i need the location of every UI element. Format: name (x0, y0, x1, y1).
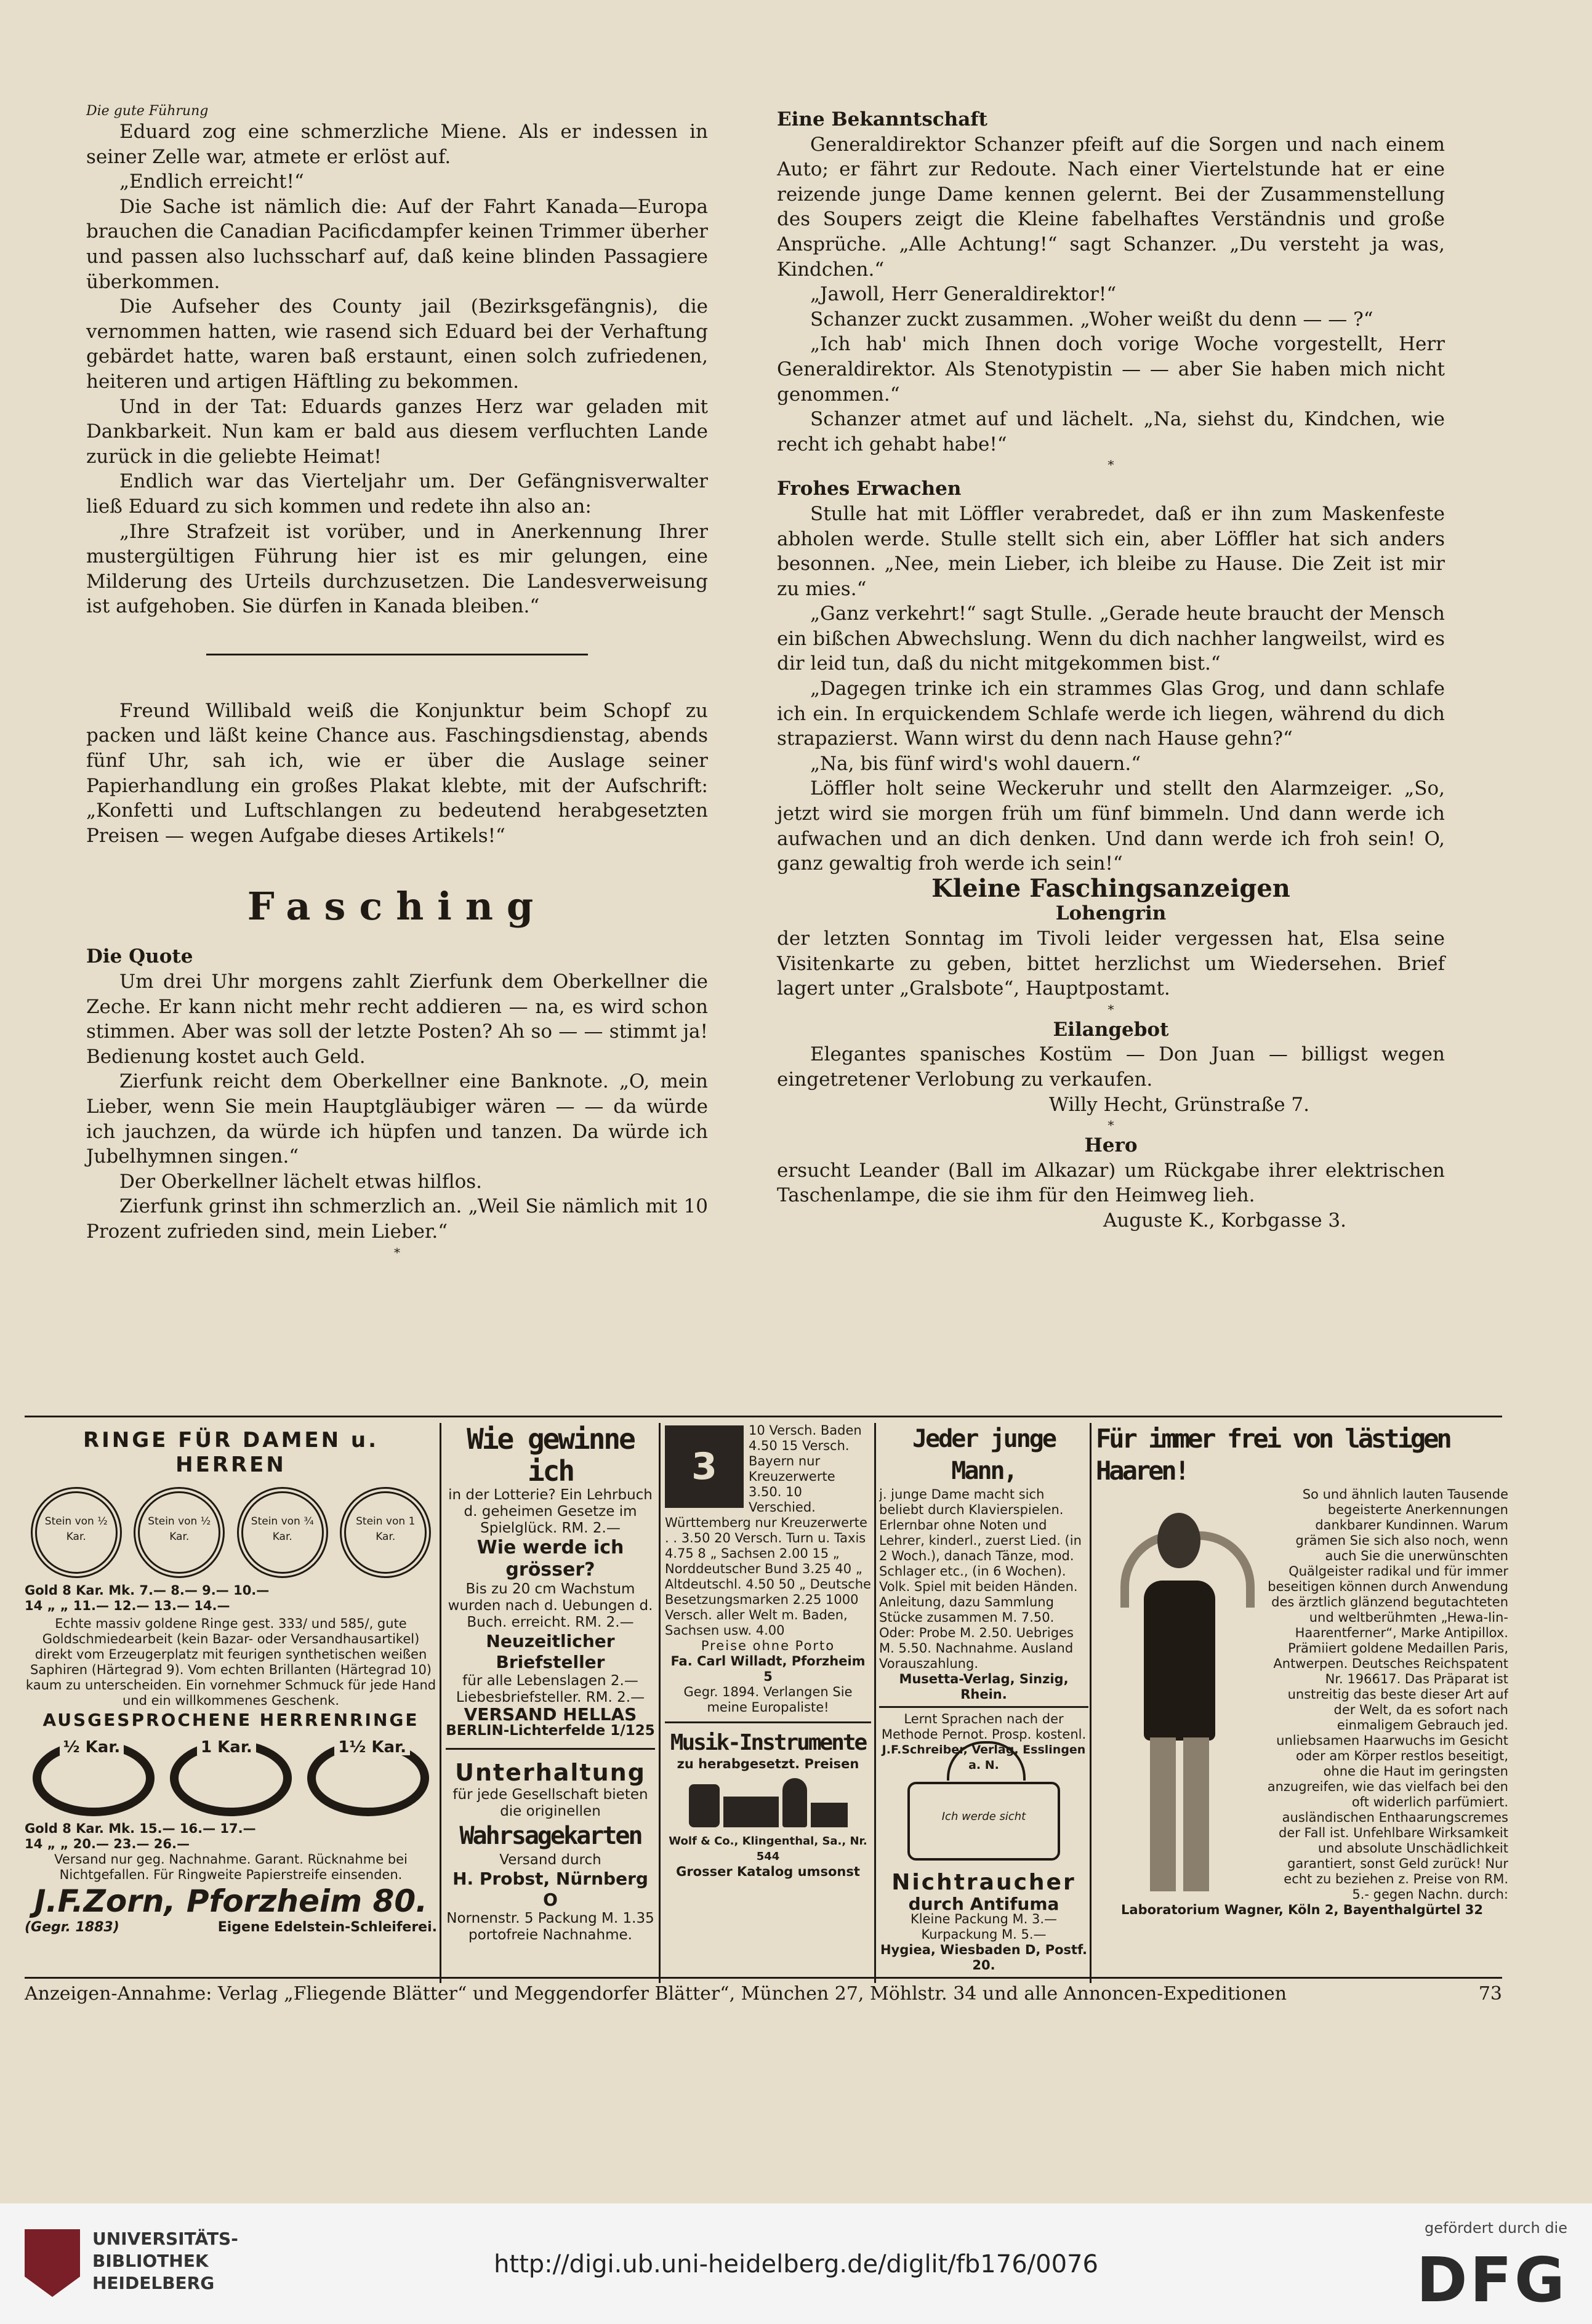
ads-bottom-rule (25, 1977, 1502, 1979)
paragraph: Endlich war das Vierteljahr um. Der Gefängnisverwalter ließ Eduard zu sich kommen und redete ihn also an: (86, 470, 708, 518)
footer-text: Anzeigen-Annahme: Verlag „Fliegende Blätter“ und Meggendorfer Blätter“, München 27, Möhlstr. 34 und alle Annoncen-Expeditionen (25, 1983, 1287, 2005)
founded: (Gegr. 1883) (25, 1920, 119, 1935)
ads-top-rule (25, 1416, 1502, 1417)
divider (206, 654, 588, 655)
paragraph: der letzten Sonntag im Tivoli leider vergessen hat, Elsa seine Visitenkarte zu geben, bittet herzlichst um Wiedersehen. Brief lagert unter „Gralsbote“, Hauptpostamt. (777, 928, 1445, 1000)
ad-firm: VERSAND HELLAS (464, 1704, 637, 1725)
digitization-bar (0, 2203, 1592, 2324)
paragraph: Die Sache ist nämlich die: Auf der Fahrt Kanada—Europa brauchen die Canadian Pacificdampfer keinen Trimmer überher und passen also luchsscharf auf, daß keine blinden Passagiere überkommen. (86, 195, 708, 293)
paragraph: Der Oberkellner lächelt etwas hilflos. (119, 1170, 483, 1193)
ad-address: BERLIN-Lichterfelde 1/125 (446, 1723, 655, 1739)
permalink[interactable]: http://digi.ub.uni-heidelberg.de/diglit/fb176/0076 (494, 2250, 1098, 2278)
separator-star: * (394, 1244, 400, 1260)
ad-text: Bis zu 20 cm Wachstum wurden nach d. Uebungen d. Buch. erreicht. RM. 2.— (448, 1581, 653, 1630)
separator-star: * (1108, 1001, 1114, 1017)
ad-text: Nornenstr. 5 Packung M. 1.35 portofreie Nachnahme. (446, 1910, 654, 1943)
paragraph: Zierfunk grinst ihn schmerzlich an. „Weil Sie nämlich mit 10 Prozent zufrieden sind, mein Lieber.“ (86, 1195, 708, 1243)
dfg-logo: DFG (1416, 2244, 1567, 2316)
ad-title: Unterhaltung (455, 1759, 646, 1786)
paragraph: „Endlich erreicht!“ (119, 170, 304, 193)
ad-text: Kleine Packung M. 3.— Kurpackung M. 5.— (910, 1912, 1058, 1942)
ad-title: Nichtraucher (891, 1870, 1076, 1895)
ad-haarentferner (1096, 1423, 1508, 1983)
band-images (25, 1740, 437, 1816)
ad-firm: Hygiea, Wiesbaden D, Postf. 20. (880, 1942, 1088, 1973)
ad-willadt-stamps (665, 1423, 871, 1983)
paragraph: Die Aufseher des County jail (Bezirksgefängnis), die vernommen hatten, wie rasend sich Eduard bei der Verhaftung gebärdet hatte, waren baß erstaunt, einen solch zufriedenen, heiteren und artigen Häftling zu bekommen. (86, 295, 708, 393)
ad-text: zu herabgesetzt. Preisen (677, 1757, 859, 1771)
ad-text: j. junge Dame macht sich beliebt durch Klavierspielen. Erlernbar ohne Noten und Lehrer, kinderl., zuerst Lied. (in 2 Woch.), danach Tänze, mod. Schlager etc., (in 6 Wochen). Volk. Spiel mit beiden Händen. Anleitung, dazu Sammlung Stücke zusammen M. 7.50. Oder: Probe M. 2.50. Uebriges M. 5.50. Nachnahme. Ausland Vorauszahlung. (879, 1487, 1082, 1671)
ring-label: Stein von ½ Kar. (44, 1515, 108, 1543)
paragraph: Und in der Tat: Eduards ganzes Herz war geladen mit Dankbarkeit. Nun kam er bald aus diesem verfluchten Lande zurück in die geliebte Heimat! (86, 395, 708, 468)
paragraph: „Ich hab' mich Ihnen doch vorige Woche vorgestellt, Herr Generaldirektor. Als Stenotypistin — — aber Sie haben mich nicht genommen.“ (777, 333, 1445, 406)
ad-zorn-rings (25, 1423, 437, 1983)
ad-text: Grosser Katalog umsonst (676, 1864, 860, 1879)
ad-firm: J.F.Schreiber, Verlag, Esslingen a. N. (882, 1743, 1086, 1772)
uni-line: UNIVERSITÄTS- (92, 2229, 238, 2249)
section-title-fasching: Fasching (247, 884, 547, 929)
uni-line: HEIDELBERG (92, 2273, 215, 2293)
paragraph: Generaldirektor Schanzer pfeift auf die Sorgen und nach einem Auto; er fährt zur Redoute. Nach einer Viertelstunde hat er eine reizende junge Dame kennen gelernt. Bei der Zusammenstellung des Soupers zeigt die Kleine fabelhaftes Verständnis und große Ansprüche. „Alle Achtung!“ sagt Schanzer. „Du versteht ja was, Kindchen.“ (777, 133, 1445, 281)
ad-divider (446, 1748, 655, 1750)
paragraph: Stulle hat mit Löffler verabredet, daß er ihn zum Maskenfeste abholen werde. Stulle stellt sich ein, aber Löffler hat sich anders besonnen. „Nee, mein Lieber, ich bleibe zu Hause. Die Zeit ist mir zu mies.“ (777, 502, 1445, 600)
paragraph: ersucht Leander (Ball im Alkazar) um Rückgabe ihrer elektrischen Taschenlampe, die sie ihm für den Heimweg lieh. (777, 1159, 1445, 1207)
ad-divider (659, 1423, 661, 1983)
band-label: 1½ Kar. (334, 1740, 410, 1755)
ad-text: in der Lotterie? Ein Lehrbuch d. geheimen Gesetze im Spielglück. RM. 2.— (448, 1487, 653, 1536)
ad-versand-hellas (446, 1423, 655, 1983)
ad-subtitle: AUSGESPROCHENE HERRENRINGE (42, 1710, 419, 1730)
paragraph: Um drei Uhr morgens zahlt Zierfunk dem Oberkellner die Zeche. Er kann nicht mehr recht addieren — na, es wird schon stimmen. Aber was soll der letzte Posten? Ah so — — stimmt ja! Bedienung kostet auch Geld. (86, 971, 708, 1068)
heading-offer: Eilangebot (1053, 1018, 1169, 1041)
ring-icon (340, 1487, 431, 1578)
ring-label: Stein von ¾ Kar. (251, 1515, 314, 1543)
ad-text: 10 Versch. Baden 4.50 15 Versch. Bayern nur Kreuzerwerte 3.50. 10 Verschied. Württemberg nur Kreuzerwerte . . 3.50 20 Versch. Turn u. Taxis 4.75 8 „ Sachsen 2.00 15 „ Norddeutscher Bund 3.25 40 „ Altdeutschl. 4.50 50 „ Deutsche Besetzungsmarken 2.25 1000 Versch. aller Welt m. Baden, Sachsen usw. 4.00 (665, 1423, 871, 1638)
story-kicker: Die gute Führung (86, 103, 209, 119)
ad-title: Jeder junge Mann, (912, 1425, 1055, 1485)
price-line: 14 „ „ 11.— 12.— 13.— 14.— (25, 1598, 230, 1613)
ad-note: Versand nur geg. Nachnahme. Garant. Rücknahme bei Nichtgefallen. Für Ringweite Papierstreife einsenden. (54, 1852, 408, 1882)
price-line: 14 „ „ 20.— 23.— 26.— (25, 1837, 190, 1851)
paragraph: „Dagegen trinke ich ein strammes Glas Grog, und dann schlafe ich ein. In erquickendem Schlafe werde ich liegen, während du dich strapazierst. Wann wirst du denn nach Hause gehn?“ (777, 678, 1445, 750)
heading-acquaintance: Eine Bekanntschaft (777, 108, 987, 130)
heading-hero: Hero (1084, 1134, 1138, 1157)
right-column (777, 103, 1445, 1233)
heading-small-ads: Kleine Faschingsanzeigen (931, 873, 1290, 903)
paragraph: „Jawoll, Herr Generaldirektor!“ (810, 283, 1117, 306)
stamp-icon: 3 (665, 1425, 744, 1508)
logo-text: Ich werde sicht (941, 1810, 1026, 1823)
ad-title: Wie gewinne ich (467, 1423, 634, 1488)
ad-text: für jede Gesellschaft bieten die originellen (452, 1787, 648, 1819)
band-label: ½ Kar. (60, 1740, 124, 1755)
price-line: Gold 8 Kar. Mk. 7.— 8.— 9.— 10.— (25, 1583, 270, 1598)
ad-text: So und ähnlich lauten Tausende begeisterte Anerkennungen dankbarer Kundinnen. Warum grämen Sie sich also noch, wenn auch Sie die unerwünschten Quälgeister radikal und für immer beseitigen können durch Anwendung des ärztlich glänzend begutachteten und weltberühmten „Hewa-Iin-Haarentferner“, Marke Antipillox. Prämiiert goldene Medaillen Paris, Antwerpen. Deutsches Reichspatent Nr. 196617. Das Präparat ist unstreitig das beste dieser Art auf der Welt, da es sofort nach einmaligem Gebrauch jed. unliebsamen Haarwuchs im Gesicht oder am Körper restlos beseitigt, ohne die Haut im geringsten anzugreifen, wie das vielfach bei den oft widerlich parfümiert. ausländischen Enthaarungscremes der Fall ist. Unfehlbare Wirksamkeit und absolute Unschädlichkeit garantiert, sonst Geld zurück! Nur echt zu beziehen z. Preise von RM. 5.- gegen Nachn. durch: (1267, 1487, 1508, 1902)
paragraph: Eduard zog eine schmerzliche Miene. Als er indessen in seiner Zelle war, atmete er erlöst auf. (86, 121, 708, 168)
heading-lohengrin: Lohengrin (1055, 902, 1167, 925)
band-ring-icon (307, 1740, 429, 1816)
signature: Willy Hecht, Grünstraße 7. (1049, 1093, 1309, 1116)
ad-text: Preise ohne Porto (701, 1638, 835, 1653)
ad-text: für alle Lebenslagen 2.— Liebesbriefsteller. RM. 2.— (456, 1673, 645, 1705)
funding-note: gefördert durch die (1425, 2219, 1567, 2237)
ad-firm: Fa. Carl Willadt, Pforzheim 5 (670, 1654, 866, 1684)
ad-divider (665, 1721, 871, 1723)
ring-icon (237, 1487, 328, 1578)
ring-label: Stein von ½ Kar. (148, 1515, 211, 1543)
ad-title: RINGE FÜR DAMEN u. HERREN (82, 1428, 379, 1477)
uni-line: BIBLIOTHEK (92, 2251, 209, 2271)
heading-quote: Die Quote (86, 945, 193, 968)
separator-star: * (1108, 457, 1114, 473)
sun-logo-icon (907, 1782, 1060, 1861)
ad-title: Musik-Instrumente (670, 1730, 866, 1755)
signature: Auguste K., Korbgasse 3. (1103, 1209, 1346, 1232)
ad-firm: Laboratorium Wagner, Köln 2, Bayenthalgürtel 32 (1121, 1902, 1483, 1917)
instruments-icon (679, 1778, 858, 1827)
ad-firm: Wolf & Co., Klingenthal, Sa., Nr. 544 (669, 1835, 867, 1863)
page-number: 73 (1478, 1983, 1502, 2005)
ring-icon (134, 1487, 225, 1578)
paragraph: „Ganz verkehrt!“ sagt Stulle. „Gerade heute braucht der Mensch ein bißchen Abwechslung. Wenn du dich nachher langweilst, wird es dir leid tun, daß du nicht mitgekommen bist.“ (777, 603, 1445, 675)
band-ring-icon (33, 1740, 155, 1816)
ad-firm: J.F.Zorn, Pforzheim 80. (34, 1883, 428, 1919)
ad-divider (879, 1706, 1088, 1708)
woman-photo (1096, 1494, 1256, 1901)
ad-text: Lernt Sprachen nach der Methode Pernot. Prosp. kostenl. (881, 1712, 1087, 1742)
ad-divider (874, 1423, 876, 1983)
paragraph: Elegantes spanisches Kostüm — Don Juan — billigst wegen eingetretener Verlobung zu verkaufen. (777, 1043, 1445, 1091)
paragraph: Freund Willibald weiß die Konjunktur beim Schopf zu packen und läßt keine Chance aus. Faschingsdienstag, abends fünf Uhr, sah ich, wie er über die Auslage seiner Papierhandlung ein großes Plakat klebte, mit der Aufschrift: „Konfetti und Luftschlangen zu bedeutend herabgesetzten Preisen — wegen Aufgabe dieses Artikels!“ (86, 699, 708, 847)
ring-label: Stein von 1 Kar. (356, 1515, 416, 1543)
ad-text: Echte massiv goldene Ringe gest. 333/ und 585/, gute Goldschmiedearbeit (kein Bazar- oder Versandhausartikel) direkt vom Erzeugerplatz mit feurigen synthetischen weißen Saphiren (Härtegrad 9). Vom echten Brillanten (Härtegrad 10) kaum zu unterscheiden. Ein vornehmer Schmuck für jede Hand und ein willkommenes Geschenk. (25, 1616, 436, 1708)
paragraph: „Na, bis fünf wird's wohl dauern.“ (810, 752, 1141, 775)
ad-title: Neuzeitlicher Briefsteller (486, 1631, 615, 1672)
paragraph: Zierfunk reicht dem Oberkellner eine Banknote. „O, mein Lieber, wenn Sie mein Hauptgläubiger wären — — da würde ich jauchzen, da würde ich hüpfen und tanzen. Da würde ich Jubelhymnen singen.“ (86, 1070, 708, 1168)
ad-divider (1090, 1423, 1091, 1983)
price-line: Gold 8 Kar. Mk. 15.— 16.— 17.— (25, 1821, 256, 1836)
ring-icon (31, 1487, 122, 1578)
band-label: 1 Kar. (197, 1740, 256, 1755)
ad-text: durch Antifuma (908, 1894, 1059, 1914)
paragraph: „Ihre Strafzeit ist vorüber, und in Anerkennung Ihrer mustergültigen Führung hier ist es mir gelungen, eine Milderung des Urteils durchzusetzen. Die Landesverweisung ist aufgehoben. Sie dürfen in Kanada bleiben.“ (86, 520, 708, 618)
ad-text: Gegr. 1894. Verlangen Sie meine Europaliste! (683, 1685, 853, 1715)
heading-waking: Frohes Erwachen (777, 478, 962, 500)
ring-images (25, 1487, 437, 1578)
ad-text: Versand durch (499, 1852, 601, 1868)
ad-divider (440, 1423, 441, 1983)
ad-musetta (879, 1423, 1088, 1983)
paragraph: Schanzer zuckt zusammen. „Woher weißt du denn — — ?“ (810, 308, 1373, 331)
ad-title: Wie werde ich grösser? (476, 1537, 624, 1581)
ad-title: Wahrsagekarten (459, 1822, 641, 1850)
paragraph: Löffler holt seine Weckeruhr und stellt den Alarmzeiger. „So, jetzt wird sie morgen früh um fünf bimmeln. Und dann werde ich aufwachen und an dich denken. Und dann werde ich froh sein! O, ganz gewaltig froh werde ich sein!“ (777, 777, 1445, 875)
band-ring-icon (170, 1740, 292, 1816)
ad-firm: H. Probst, Nürnberg O (452, 1869, 648, 1910)
separator-star: * (1108, 1118, 1114, 1133)
page-footer (25, 1983, 1502, 2005)
ad-firm-line (25, 1920, 437, 1935)
left-column (86, 103, 708, 1260)
ad-firm: Musetta-Verlag, Sinzig, Rhein. (899, 1672, 1069, 1702)
ad-title: Für immer frei von lästigen Haaren! (1096, 1424, 1450, 1486)
paragraph: Schanzer atmet auf und lächelt. „Na, siehst du, Kindchen, wie recht ich gehabt habe!“ (777, 408, 1445, 455)
firm-subtitle: Eigene Edelstein-Schleiferei. (217, 1920, 437, 1935)
